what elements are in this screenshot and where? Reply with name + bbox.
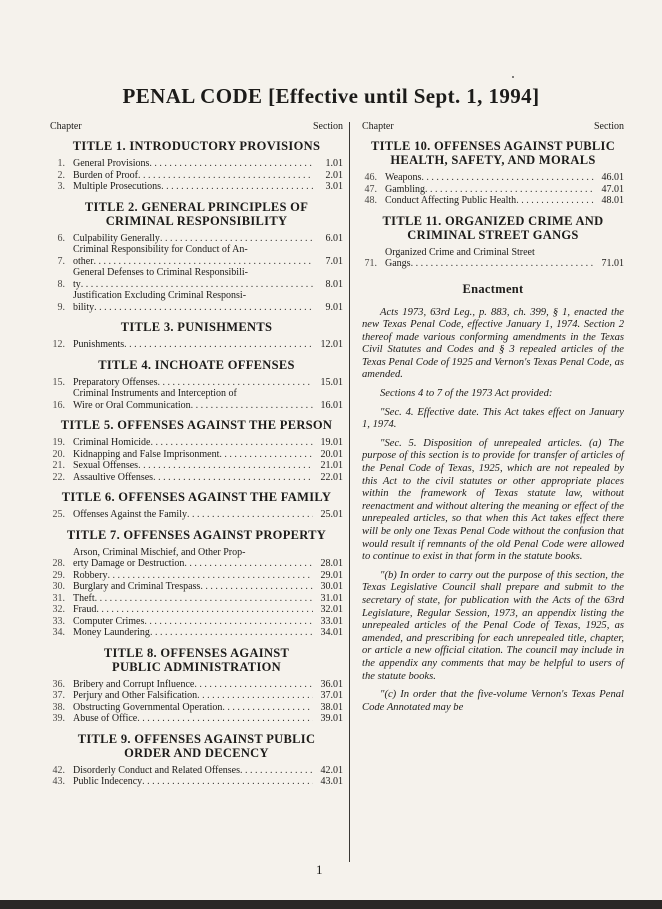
chapter-name: Punishments . . . — [73, 339, 313, 351]
toc-entry — [50, 713, 343, 725]
page-title: PENAL CODE [Effective until Sept. 1, 1994] — [122, 84, 540, 108]
chapter-name: Fraud . . . — [73, 604, 313, 616]
chapter-number: 46. — [364, 172, 377, 183]
section-number: 43.01 — [320, 776, 343, 787]
chapter-number: 43. — [52, 776, 65, 787]
chapter-name: Kidnapping and False Imprisonment . . . — [73, 449, 313, 461]
chapter-name: Burden of Proof . . . — [73, 170, 313, 182]
scan-edge — [0, 900, 662, 909]
chapter-number: 33. — [52, 615, 65, 627]
toc-entry — [50, 616, 343, 628]
enactment-paragraph: "Sec. 4. Effective date. This Act takes effect on January 1, 1974. — [362, 406, 624, 431]
toc-entry — [50, 776, 343, 788]
chapter-name: Abuse of Office . . . — [73, 713, 313, 725]
chapter-number: 12. — [52, 339, 65, 350]
title-heading: TITLE 10. OFFENSES AGAINST PUBLIC HEALTH, SAFETY, AND MORALS — [370, 139, 616, 167]
chapter-number: 47. — [364, 183, 377, 195]
title-heading: TITLE 1. INTRODUCTORY PROVISIONS — [72, 139, 321, 153]
toc-entry — [50, 593, 343, 605]
section-number: 38.01 — [320, 701, 343, 713]
chapter-name: Bribery and Corrupt Influence . . . — [73, 679, 313, 691]
chapter-name: Computer Crimes . . . — [73, 616, 313, 628]
chapter-name: Money Laundering . . . — [73, 627, 313, 639]
chapter-number: 32. — [52, 604, 65, 615]
toc-entry — [50, 449, 343, 461]
chapter-name: Burglary and Criminal Trespass . . . — [73, 581, 313, 593]
toc-entry — [50, 547, 343, 570]
title-heading: TITLE 4. INCHOATE OFFENSES — [98, 357, 295, 372]
section-number: 71.01 — [601, 258, 624, 269]
toc-entry — [362, 247, 624, 270]
chapter-name: Criminal Instruments and Interception of Wire or Oral Communication . . . — [73, 388, 313, 411]
chapter-name: Multiple Prosecutions . . . — [73, 181, 313, 193]
chapter-number: 1. — [57, 158, 65, 169]
toc-entry — [50, 604, 343, 616]
section-number: 16.01 — [320, 399, 343, 411]
toc-entry — [50, 181, 343, 193]
title-heading: TITLE 3. PUNISHMENTS — [120, 320, 273, 334]
toc-entry — [50, 460, 343, 472]
chapter-number: 38. — [52, 701, 65, 713]
right-toc — [362, 121, 624, 270]
chapter-name: Criminal Homicide . . . — [73, 437, 313, 449]
section-number: 36.01 — [320, 678, 343, 690]
toc-entry — [50, 267, 343, 290]
chapter-number: 29. — [52, 569, 65, 581]
chapter-number: 6. — [57, 232, 65, 244]
chapter-name: Gambling . . . — [385, 184, 594, 196]
chapter-number: 20. — [52, 448, 65, 460]
enactment-heading: Enactment — [462, 281, 524, 296]
toc-entry — [50, 377, 343, 389]
toc-entry — [50, 627, 343, 639]
toc-entry — [50, 679, 343, 691]
section-number: 19.01 — [320, 437, 343, 448]
enactment-paragraph: Acts 1973, 63rd Leg., p. 883, ch. 399, § 1, enacted the new Texas Penal Code, effective January 1, 1974. Section 2 thereof made various conforming amendments in the Texas Civil Statutes and Codes and § 3 repealed articles of the Texas Penal Code of 1925 and Vernon's Texas Penal Code, as amended. — [362, 306, 624, 381]
section-label: Section — [313, 121, 343, 132]
toc-entry — [362, 195, 624, 207]
section-number: 28.01 — [320, 558, 343, 569]
toc-entry — [50, 158, 343, 170]
chapter-number: 2. — [57, 169, 65, 181]
toc-entry — [50, 388, 343, 411]
section-number: 2.01 — [325, 169, 343, 181]
chapter-number: 16. — [52, 399, 65, 411]
chapter-name: Theft . . . — [73, 593, 313, 605]
chapter-number: 48. — [364, 195, 377, 206]
toc-entry — [50, 690, 343, 702]
chapter-name: Justification Excluding Criminal Responsi- bility . . . — [73, 290, 313, 313]
column-header-row — [362, 121, 624, 132]
title-heading: TITLE 11. ORGANIZED CRIME AND CRIMINAL STREET GANGS — [382, 213, 604, 242]
section-number: 42.01 — [320, 764, 343, 776]
section-number: 12.01 — [320, 339, 343, 350]
section-number: 1.01 — [325, 158, 343, 169]
section-number: 39.01 — [320, 713, 343, 724]
chapter-name: Arson, Criminal Mischief, and Other Prop- erty Damage or Destruction . . . — [73, 547, 313, 570]
chapter-name: Disorderly Conduct and Related Offenses . . . — [73, 765, 313, 777]
chapter-name: Perjury and Other Falsification . . . — [73, 690, 313, 702]
section-number: 7.01 — [325, 255, 343, 267]
title-heading: TITLE 2. GENERAL PRINCIPLES OF CRIMINAL RESPONSIBILITY — [84, 199, 309, 228]
column-divider — [349, 122, 350, 862]
chapter-number: 9. — [57, 301, 65, 313]
toc-entry — [50, 339, 343, 351]
chapter-name: Conduct Affecting Public Health . . . — [385, 195, 594, 207]
page-number: 1 — [316, 862, 323, 877]
chapter-name: General Defenses to Criminal Responsibili- ty . . . — [73, 267, 313, 290]
chapter-number: 25. — [52, 509, 65, 520]
chapter-number: 30. — [52, 581, 65, 592]
chapter-number: 3. — [57, 181, 65, 192]
enactment-paragraph: "(b) In order to carry out the purpose of this section, the Texas Legislative Council shall prepare and submit to the secretary of state, for publication with the Acts of the 63rd Legislature, Regular Session, 1973, an appendix listing the unrepealed articles of the Penal Code of Texas, 1925, as amended, and prescribing for each unrepealed title, chapter, or article a new official citation. The council may include in the appendix any comments that may be helpful to users of the statute books. — [362, 569, 624, 682]
chapter-name: Offenses Against the Family . . . — [73, 509, 313, 521]
enactment-body — [362, 307, 624, 715]
title-heading: TITLE 8. OFFENSES AGAINST PUBLIC ADMINISTRATION — [103, 645, 290, 674]
chapter-number: 71. — [364, 258, 377, 269]
chapter-name: General Provisions . . . — [73, 158, 313, 170]
chapter-number: 31. — [52, 592, 65, 604]
chapter-name: Criminal Responsibility for Conduct of An- other . . . — [73, 244, 313, 267]
section-number: 30.01 — [320, 581, 343, 592]
chapter-number: 42. — [52, 764, 65, 776]
chapter-number: 37. — [52, 690, 65, 701]
section-number: 48.01 — [601, 195, 624, 206]
section-number: 22.01 — [320, 471, 343, 483]
section-number: 20.01 — [320, 448, 343, 460]
chapter-number: 22. — [52, 471, 65, 483]
chapter-name: Assaultive Offenses . . . — [73, 472, 313, 484]
title-heading: TITLE 6. OFFENSES AGAINST THE FAMILY — [61, 490, 332, 504]
chapter-name: Sexual Offenses . . . — [73, 460, 313, 472]
left-column — [50, 120, 343, 788]
section-number: 37.01 — [320, 690, 343, 701]
toc-entry — [362, 172, 624, 184]
section-number: 9.01 — [325, 301, 343, 313]
toc-entry — [50, 437, 343, 449]
chapter-number: 36. — [52, 678, 65, 690]
section-number: 15.01 — [320, 376, 343, 388]
toc-entry — [50, 170, 343, 182]
chapter-number: 28. — [52, 558, 65, 569]
right-column — [362, 120, 624, 720]
chapter-name: Public Indecency . . . — [73, 776, 313, 788]
section-number: 46.01 — [601, 172, 624, 183]
title-heading: TITLE 5. OFFENSES AGAINST THE PERSON — [60, 418, 333, 432]
toc-entry — [50, 244, 343, 267]
section-number: 8.01 — [325, 278, 343, 290]
chapter-name: Organized Crime and Criminal Street Gangs . . . — [385, 247, 594, 270]
section-number: 47.01 — [601, 183, 624, 195]
enactment-paragraph: "Sec. 5. Disposition of unrepealed articles. (a) The purpose of this section is to provide for transfer of articles of the Penal Code of Texas, 1925, which are not repealed by this Act to the civil statutes or other appropriate places within the framework of Texas statute law, without reenactment and without altering the meaning or effect of the unrepealed articles, so that when this Act takes effect there will be only one Texas Penal Code without the confusion that would result if remnants of the old Penal Code were allowed to continue to exist in that form in the statute books. — [362, 437, 624, 563]
section-number: 34.01 — [320, 627, 343, 638]
chapter-number: 21. — [52, 460, 65, 471]
chapter-number: 7. — [57, 255, 65, 267]
toc-entry — [50, 765, 343, 777]
toc-entry — [50, 702, 343, 714]
section-number: 3.01 — [325, 181, 343, 192]
toc-entry — [50, 290, 343, 313]
chapter-name: Preparatory Offenses . . . — [73, 377, 313, 389]
section-number: 21.01 — [320, 460, 343, 471]
title-heading: TITLE 9. OFFENSES AGAINST PUBLIC ORDER AND DECENCY — [77, 731, 316, 760]
section-number: 29.01 — [320, 569, 343, 581]
toc-entry — [362, 184, 624, 196]
title-heading: TITLE 7. OFFENSES AGAINST PROPERTY — [66, 527, 327, 542]
section-number: 32.01 — [320, 604, 343, 615]
toc-entry — [50, 472, 343, 484]
chapter-number: 39. — [52, 713, 65, 724]
chapter-label: Chapter — [50, 121, 82, 132]
chapter-number: 19. — [52, 437, 65, 448]
chapter-name: Robbery . . . — [73, 570, 313, 582]
chapter-name: Obstructing Governmental Operation . . . — [73, 702, 313, 714]
column-header-row — [50, 121, 343, 132]
paper-speck — [512, 76, 514, 78]
section-number: 31.01 — [320, 592, 343, 604]
chapter-label: Chapter — [362, 121, 394, 132]
toc-entry — [50, 233, 343, 245]
chapter-number: 34. — [52, 627, 65, 638]
section-number: 25.01 — [320, 509, 343, 520]
section-number: 33.01 — [320, 615, 343, 627]
toc-entry — [50, 581, 343, 593]
chapter-name: Weapons . . . — [385, 172, 594, 184]
toc-entry — [50, 570, 343, 582]
section-number: 6.01 — [325, 232, 343, 244]
toc-entry — [50, 509, 343, 521]
enactment-paragraph: Sections 4 to 7 of the 1973 Act provided: — [380, 388, 553, 400]
chapter-number: 8. — [57, 278, 65, 290]
chapter-name: Culpability Generally . . . — [73, 233, 313, 245]
section-label: Section — [594, 121, 624, 132]
enactment-paragraph: "(c) In order that the five-volume Vernon's Texas Penal Code Annotated may be — [362, 689, 624, 713]
chapter-number: 15. — [52, 376, 65, 388]
